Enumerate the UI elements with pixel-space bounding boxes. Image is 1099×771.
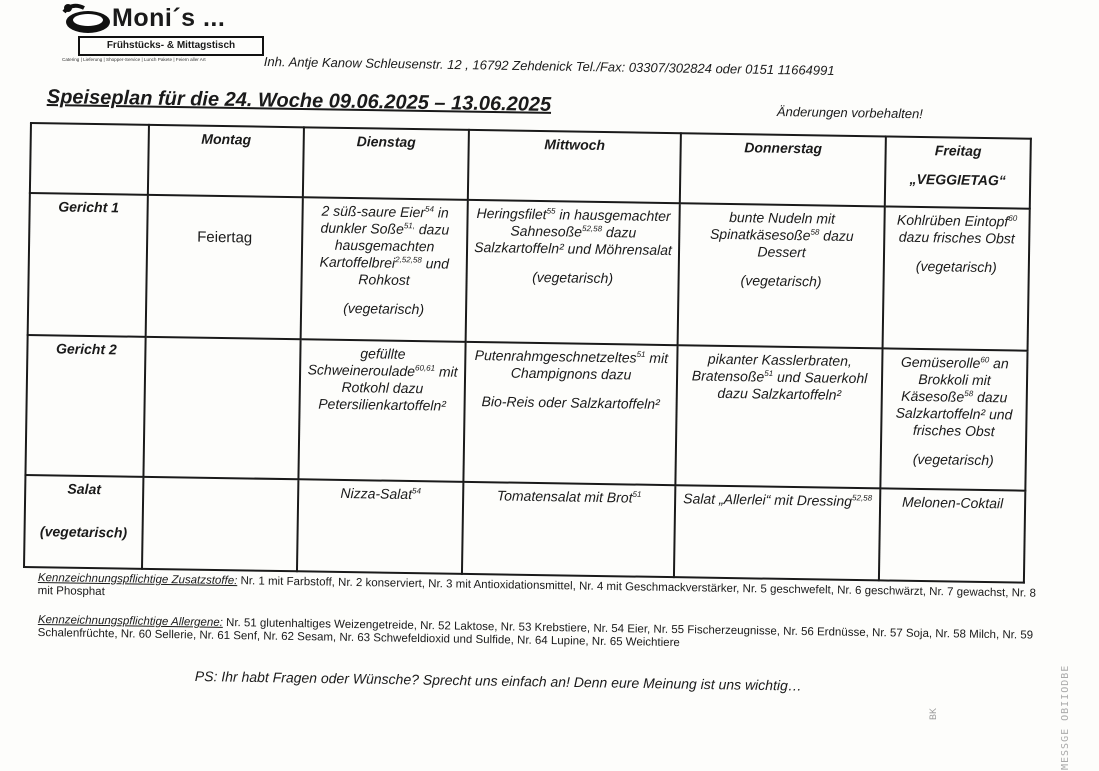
day-freitag-label: Freitag (934, 142, 982, 159)
cell-salat-freitag: Melonen-Coktail (879, 488, 1025, 582)
cell-g1-mittwoch: Heringsfilet$^{55}$ in hausgemachter Sahnesoße$^{52,58}$ dazu Salzkartoffeln² und Möhrensalat (vegetarisch) (466, 200, 680, 345)
day-donnerstag: Donnerstag (680, 133, 886, 206)
menu-table (23, 122, 1032, 584)
ps-note: PS: Ihr habt Fragen oder Wünsche? Sprecht uns einfach an! Denn eure Meinung ist uns wichtig… (194, 668, 802, 694)
zusatzstoffe-text: Nr. 1 mit Farbstoff, Nr. 2 konserviert, Nr. 3 mit Antioxidationsmittel, Nr. 4 mit Geschmackverstärker, Nr. 5 geschwefelt, Nr. 6 geschwärzt, Nr. 7 gewachst, Nr. 8 mit Phosphat (37, 575, 1037, 600)
cell-g2-montag (143, 337, 300, 479)
cell-g1-dienstag: 2 süß-saure Eier$^{54}$ in dunkler Soße$^{51,}$ dazu hausgemachten Kartoffelbrei$^{2,52,58}$ und Rohkost (vegetarisch) (301, 197, 468, 342)
feiertag-label: Feiertag (197, 228, 253, 247)
cell-g2-mittwoch: Putenrahmgeschnetzeltes$^{51}$ mit Champignons dazu Bio-Reis oder Salzkartoffeln² (463, 342, 677, 485)
row-gericht2 (25, 335, 1027, 491)
edge-mark-right: MESSGE OBIIODBE (1060, 664, 1071, 770)
zusatzstoffe-label: Kennzeichnungspflichtige Zusatzstoffe: (37, 572, 238, 588)
corner-cell (30, 123, 149, 195)
owner-line: Inh. Antje Kanow Schleusenstr. 12 , 16792 Zehdenick Tel./Fax: 03307/302824 oder 0151 11664991 (263, 54, 835, 78)
cell-g2-donnerstag: pikanter Kasslerbraten, Bratensoße$^{51}$ und Sauerkohl dazu Salzkartoffeln² (675, 345, 882, 488)
cell-g1-donnerstag: bunte Nudeln mit Spinatkäsesoße$^{58}$ dazu Dessert (vegetarisch) (678, 203, 885, 348)
cell-salat-dienstag: Nizza-Salat$^{54}$ (297, 479, 463, 574)
row-gericht1 (28, 193, 1030, 351)
vegetarisch-tag: (vegetarisch) (915, 257, 997, 276)
row-label-salat: Salat (vegetarisch) (24, 475, 143, 569)
menu-table-wrapper (23, 122, 1044, 588)
allergene-text: Nr. 51 glutenhaltiges Weizengetreide, Nr. 52 Laktose, Nr. 53 Krebstiere, Nr. 54 Eier, Nr. 55 Fischerzeugnisse, Nr. 56 Erdnüsse, Nr. 57 Soja, Nr. 58 Milch, Nr. 59 Schalenfrüchte, Nr. 60 Sellerie, Nr. 61 Senf, Nr. 62 Sesam, Nr. 63 Schwefeldioxid und Sulfide, Nr. 64 Lupine, Nr. 65 Weichtiere (37, 616, 1034, 650)
logo-services: Catering | Lieferung | Shopper-Service | Lunch Pakete | Feiern aller Art (62, 57, 206, 62)
page-title: Speiseplan für die 24. Woche 09.06.2025 – 13.06.2025 (46, 86, 552, 116)
cell-salat-montag (142, 477, 298, 571)
changes-note: Änderungen vorbehalten! (776, 104, 923, 122)
row-label-gericht2: Gericht 2 (25, 335, 145, 477)
allergene-note (38, 614, 1038, 656)
cell-salat-donnerstag: Salat „Allerlei“ mit Dressing$^{52,58}$ (674, 485, 880, 580)
day-freitag (885, 136, 1031, 208)
row-salat (24, 475, 1025, 583)
vegetarisch-tag: (vegetarisch) (343, 299, 425, 318)
cell-g1-freitag: Kohlrüben Eintopf$^{60}$ dazu frisches Obst (vegetarisch) (883, 206, 1030, 350)
cell-g1-montag (146, 195, 303, 339)
cell-salat-mittwoch: Tomatensalat mit Brot$^{51}$ (462, 482, 675, 577)
cell-g2-freitag: Gemüserolle$^{60}$ an Brokkoli mit Käsesoße$^{58}$ dazu Salzkartoffeln² und frisches Obst (vegetarisch) (880, 348, 1027, 490)
edge-mark-left: BK (928, 707, 938, 720)
veggietag-label: „VEGGIETAG“ (909, 170, 1006, 189)
vegetarisch-tag: (vegetarisch) (912, 450, 994, 469)
logo (50, 0, 260, 68)
allergene-label: Kennzeichnungspflichtige Allergene: (37, 614, 223, 629)
chef-emblem-icon (58, 2, 112, 36)
row-label-gericht1: Gericht 1 (28, 193, 148, 337)
vegetarisch-tag: (vegetarisch) (532, 268, 614, 287)
logo-subtitle: Frühstücks- & Mittagstisch (78, 36, 264, 56)
cell-g2-dienstag: gefüllte Schweineroulade$^{60,61}$ mit Rotkohl dazu Petersilienkartoffeln² (298, 339, 465, 482)
day-dienstag: Dienstag (303, 127, 469, 200)
salat-vegetarisch: (vegetarisch) (39, 523, 128, 541)
vegetarisch-tag: (vegetarisch) (740, 272, 822, 290)
day-montag: Montag (148, 125, 304, 197)
logo-name: Moni´s ... (112, 4, 226, 32)
day-mittwoch: Mittwoch (468, 130, 681, 203)
